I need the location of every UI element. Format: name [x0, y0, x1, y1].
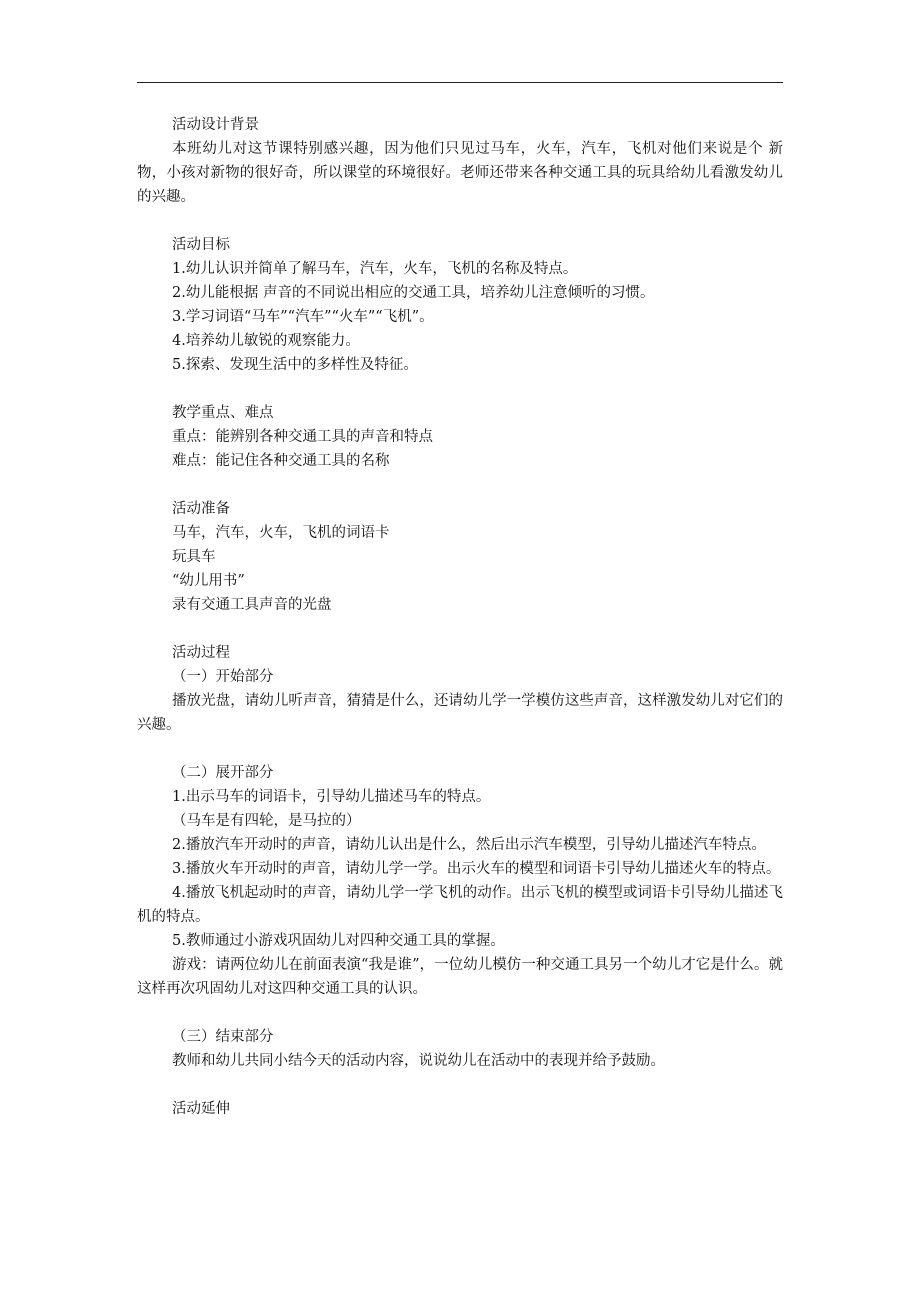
goal-item: 5.探索、发现生活中的多样性及特征。: [172, 357, 418, 373]
goal-item: 3.学习词语“马车”“汽车”“火车”“飞机”。: [172, 309, 434, 325]
spacer: [137, 377, 783, 401]
background-paragraph: 本班幼儿对这节课特别感兴趣，因为他们只见过马车，火车，汽车，飞机对他们来说是个 新物，小孩对新物的很好奇，所以课堂的环境很好。老师还带来各种交通工具的玩具给幼儿看激发幼儿的兴趣。: [137, 141, 783, 205]
section-heading-background: 活动设计背景: [172, 117, 259, 133]
process-game-paragraph: 游戏：请两位幼儿在前面表演“我是谁”，一位幼儿模仿一种交通工具另一个幼儿才它是什么。就这样再次巩固幼儿对这四种交通工具的认识。: [137, 957, 783, 997]
preparation-item: 马车，汽车，火车，飞机的词语卡: [172, 525, 390, 541]
goal-item: 1.幼儿认识并简单了解马车，汽车，火车，飞机的名称及特点。: [172, 261, 578, 277]
section-heading-goals: 活动目标: [172, 237, 230, 253]
section-heading-extension: 活动延伸: [172, 1101, 230, 1117]
spacer: [137, 1001, 783, 1025]
process-step: 3.播放火车开动时的声音，请幼儿学一学。出示火车的模型和词语卡引导幼儿描述火车的特点。: [172, 861, 781, 877]
preparation-item: “幼儿用书”: [172, 573, 245, 589]
process-step-note: （马车是有四轮，是马拉的）: [172, 813, 361, 829]
document-body: [137, 113, 783, 1121]
focus-key-point: 重点：能辨别各种交通工具的声音和特点: [172, 429, 433, 445]
section-heading-process: 活动过程: [172, 645, 230, 661]
section-heading-focus: 教学重点、难点: [172, 405, 274, 421]
spacer: [137, 737, 783, 761]
process-step: 1.出示马车的词语卡，引导幼儿描述马车的特点。: [172, 789, 491, 805]
spacer: [137, 209, 783, 233]
goal-item: 2.幼儿能根据 声音的不同说出相应的交通工具，培养幼儿注意倾听的习惯。: [172, 285, 655, 301]
spacer: [137, 617, 783, 641]
goal-item: 4.培养幼儿敏锐的观察能力。: [172, 333, 360, 349]
section-heading-preparation: 活动准备: [172, 501, 230, 517]
header-rule: [137, 82, 783, 83]
process-part3-title: （三）结束部分: [172, 1029, 274, 1045]
process-part3-paragraph: 教师和幼儿共同小结今天的活动内容，说说幼儿在活动中的表现并给予鼓励。: [172, 1053, 665, 1069]
spacer: [137, 1073, 783, 1097]
preparation-item: 录有交通工具声音的光盘: [172, 597, 332, 613]
spacer: [137, 473, 783, 497]
process-part1-title: （一）开始部分: [172, 669, 274, 685]
process-step: 2.播放汽车开动时的声音，请幼儿认出是什么，然后出示汽车模型，引导幼儿描述汽车特点。: [172, 837, 766, 853]
focus-difficult-point: 难点：能记住各种交通工具的名称: [172, 453, 390, 469]
process-step: 5.教师通过小游戏巩固幼儿对四种交通工具的掌握。: [172, 933, 505, 949]
process-part1-paragraph: 播放光盘，请幼儿听声音，猜猜是什么，还请幼儿学一学模仿这些声音，这样激发幼儿对它们的兴趣。: [137, 693, 783, 733]
process-part2-title: （二）展开部分: [172, 765, 274, 781]
process-step: 4.播放飞机起动时的声音，请幼儿学一学飞机的动作。出示飞机的模型或词语卡引导幼儿描述飞机的特点。: [137, 885, 783, 925]
preparation-item: 玩具车: [172, 549, 216, 565]
